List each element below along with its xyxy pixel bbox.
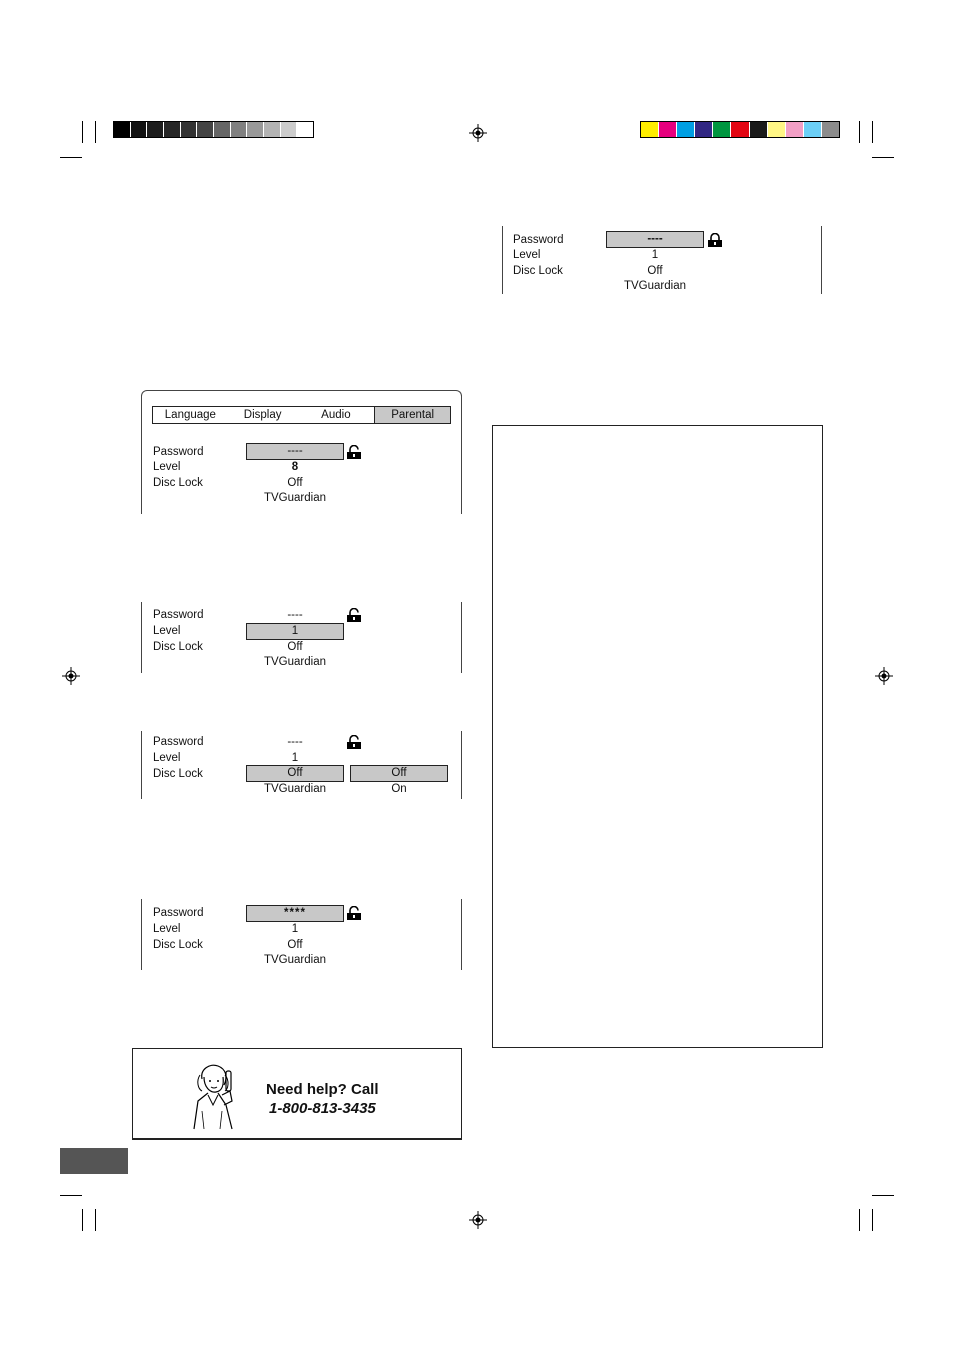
- disc-lock-label: Disc Lock: [153, 768, 203, 780]
- color-swatch: [658, 122, 676, 137]
- tab-language[interactable]: Language: [164, 409, 216, 421]
- level-value: 1: [291, 752, 299, 764]
- disc-lock-label: Disc Lock: [513, 265, 563, 277]
- color-swatch: [263, 122, 280, 137]
- crop-mark: [859, 121, 860, 143]
- disc-lock-label: Disc Lock: [153, 939, 203, 951]
- registration-mark-icon: [469, 1211, 487, 1229]
- menu-tabs: [152, 406, 451, 424]
- crop-mark: [872, 157, 894, 158]
- color-swatch: [803, 122, 821, 137]
- tvguardian-label: TVGuardian: [623, 280, 686, 292]
- crop-mark: [95, 121, 96, 143]
- lock-open-icon: [346, 608, 362, 622]
- lock-open-icon: [346, 735, 362, 749]
- page-number-tab: [60, 1148, 128, 1174]
- color-swatch: [296, 122, 313, 137]
- tvguardian-label: TVGuardian: [263, 492, 326, 504]
- level-value: 8: [291, 461, 299, 473]
- password-value: ----: [287, 736, 303, 748]
- disc-lock-value: Off: [287, 477, 303, 489]
- color-swatch: [767, 122, 785, 137]
- disc-lock-label: Disc Lock: [153, 641, 203, 653]
- level-label: Level: [153, 461, 181, 473]
- level-value: 1: [291, 923, 299, 935]
- color-swatch: [163, 122, 180, 137]
- disc-lock-option-off[interactable]: Off: [350, 765, 448, 782]
- registration-mark-icon: [875, 667, 893, 685]
- level-label: Level: [513, 249, 541, 261]
- color-swatch: [213, 122, 230, 137]
- password-label: Password: [153, 907, 204, 919]
- tvguardian-label: TVGuardian: [263, 783, 326, 795]
- registration-mark-icon: [62, 667, 80, 685]
- color-swatch: [641, 122, 658, 137]
- help-box: [132, 1048, 462, 1140]
- color-swatch: [246, 122, 263, 137]
- password-field[interactable]: ----: [246, 443, 344, 460]
- grayscale-calibration-bar: [113, 121, 314, 138]
- color-swatch: [130, 122, 147, 137]
- password-label: Password: [153, 736, 204, 748]
- tvguardian-label: TVGuardian: [263, 954, 326, 966]
- disc-lock-select-screen: [141, 731, 462, 799]
- color-calibration-bar: [640, 121, 840, 138]
- help-phone-number[interactable]: 1-800-813-3435: [269, 1100, 376, 1117]
- color-swatch: [749, 122, 767, 137]
- parental-screen-top-right: [502, 226, 822, 294]
- password-field[interactable]: ----: [606, 231, 704, 248]
- parental-menu-screen: [141, 390, 462, 514]
- password-label: Password: [153, 446, 204, 458]
- tvguardian-label: TVGuardian: [263, 656, 326, 668]
- color-swatch: [785, 122, 803, 137]
- level-field[interactable]: 1: [246, 623, 344, 640]
- person-on-phone-icon: [188, 1061, 240, 1131]
- disc-lock-value: Off: [647, 265, 663, 277]
- crop-mark: [859, 1209, 860, 1231]
- lock-closed-icon: [707, 233, 723, 247]
- color-swatch: [196, 122, 213, 137]
- disc-lock-value: Off: [287, 641, 303, 653]
- password-value: ----: [287, 609, 303, 621]
- disc-lock-option-on[interactable]: On: [391, 783, 407, 795]
- password-label: Password: [513, 234, 564, 246]
- password-field[interactable]: ****: [246, 905, 344, 922]
- level-label: Level: [153, 923, 181, 935]
- disc-lock-value: Off: [287, 939, 303, 951]
- crop-mark: [60, 157, 82, 158]
- level-label: Level: [153, 625, 181, 637]
- registration-mark-icon: [469, 124, 487, 142]
- crop-mark: [82, 121, 83, 143]
- color-swatch: [230, 122, 247, 137]
- disc-lock-label: Disc Lock: [153, 477, 203, 489]
- lock-open-icon: [346, 445, 362, 459]
- color-swatch: [676, 122, 694, 137]
- help-text: Need help? Call: [266, 1081, 379, 1098]
- level-label: Level: [153, 752, 181, 764]
- crop-mark: [872, 1209, 873, 1231]
- disc-lock-field[interactable]: Off: [246, 765, 344, 782]
- password-label: Password: [153, 609, 204, 621]
- crop-mark: [872, 1195, 894, 1196]
- tab-display[interactable]: Display: [243, 409, 282, 421]
- color-swatch: [694, 122, 712, 137]
- color-swatch: [712, 122, 730, 137]
- crop-mark: [872, 121, 873, 143]
- color-swatch: [180, 122, 197, 137]
- color-swatch: [114, 122, 130, 137]
- color-swatch: [280, 122, 297, 137]
- crop-mark: [60, 1195, 82, 1196]
- color-swatch: [146, 122, 163, 137]
- color-swatch: [821, 122, 839, 137]
- color-swatch: [730, 122, 748, 137]
- tab-audio[interactable]: Audio: [321, 409, 351, 421]
- crop-mark: [95, 1209, 96, 1231]
- level-value: 1: [651, 249, 659, 261]
- tab-parental[interactable]: Parental: [374, 407, 450, 423]
- note-box: [492, 425, 823, 1048]
- lock-open-icon: [346, 906, 362, 920]
- level-select-screen: [141, 602, 462, 673]
- crop-mark: [82, 1209, 83, 1231]
- password-entered-screen: [141, 899, 462, 970]
